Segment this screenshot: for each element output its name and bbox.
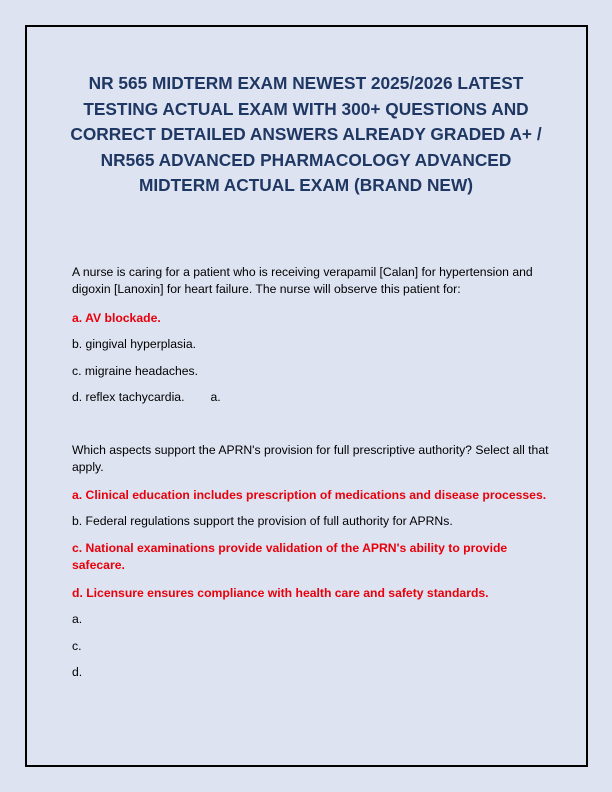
question-2-option-d: d. Licensure ensures compliance with health care and safety standards. xyxy=(72,586,489,600)
question-2-option-c: c. National examinations provide validation of the APRN's ability to provide safecare. xyxy=(72,541,508,573)
question-1-option-c: c. migraine headaches. xyxy=(72,364,199,378)
question-2-option-a: a. Clinical education includes prescription of medications and disease processes. xyxy=(72,488,547,502)
question-1-option-b: b. gingival hyperplasia. xyxy=(72,337,196,351)
question-2-answer-c: c. xyxy=(72,639,82,653)
question-2-answer-a: a. xyxy=(72,612,83,626)
question-1-option-d: d. reflex tachycardia. xyxy=(72,390,185,404)
question-1-stem: A nurse is caring for a patient who is receiving verapamil [Calan] for hypertension and digoxin [Lanoxin] for heart failure. The nurse will observe this patient for: xyxy=(72,265,533,297)
question-2-stem: Which aspects support the APRN's provision for full prescriptive authority? Select all that apply. xyxy=(72,443,549,475)
question-1-option-a: a. AV blockade. xyxy=(72,311,161,325)
question-1-answer: a. xyxy=(210,390,221,404)
question-1-option-d-row xyxy=(72,389,550,406)
question-2-answer-d: d. xyxy=(72,665,83,679)
document-title: NR 565 MIDTERM EXAM NEWEST 2025/2026 LATEST TESTING ACTUAL EXAM WITH 300+ QUESTIONS AND CORRECT DETAILED ANSWERS ALREADY GRADED A+ / NR565 ADVANCED PHARMACOLOGY ADVANCED MIDTERM ACTUAL EXAM (BRAND NEW) xyxy=(70,73,542,196)
question-2-option-b: b. Federal regulations support the provision of full authority for APRNs. xyxy=(72,514,453,528)
